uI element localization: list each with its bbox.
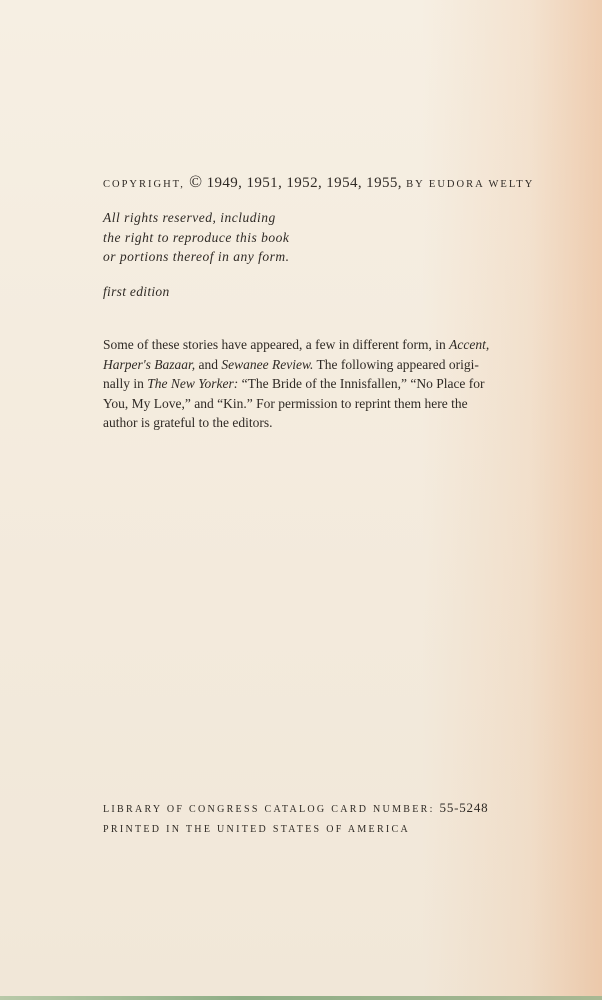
text-span: “The Bride of the Innisfallen,” “No Place for xyxy=(241,376,485,392)
publication-title: The New Yorker: xyxy=(147,376,239,392)
paragraph-line: author is grateful to the editors. xyxy=(103,415,273,431)
catalog-card-number xyxy=(103,800,488,816)
paragraph-line: You, My Love,” and “Kin.” For permission to reprint them here the xyxy=(103,395,468,411)
paragraph-line xyxy=(103,335,580,355)
rights-line: All rights reserved, including xyxy=(103,210,276,225)
copyright-author: BY EUDORA WELTY xyxy=(406,179,535,190)
rights-line: the right to reproduce this book xyxy=(103,229,290,245)
rights-line: or portions thereof in any form. xyxy=(103,249,290,264)
text-span: and xyxy=(198,356,219,372)
printed-in-line: PRINTED IN THE UNITED STATES OF AMERICA xyxy=(103,824,411,835)
publication-title: Sewanee Review. xyxy=(221,356,314,372)
copyright-line xyxy=(103,172,583,192)
catalog-number: 55-5248 xyxy=(439,800,489,815)
copyright-symbol: © xyxy=(189,172,203,191)
catalog-label: LIBRARY OF CONGRESS CATALOG CARD NUMBER: xyxy=(103,804,435,815)
page-bottom-edge xyxy=(0,996,602,1000)
text-span: The following appeared origi- xyxy=(316,356,479,372)
publication-title: Accent, xyxy=(449,337,490,352)
copyright-label: COPYRIGHT, xyxy=(103,179,185,190)
text-span: nally in xyxy=(103,376,144,392)
publication-title: Harper's Bazaar, xyxy=(103,356,196,372)
acknowledgment-paragraph xyxy=(103,335,580,433)
rights-reserved xyxy=(103,208,403,267)
edition-label: first edition xyxy=(103,284,170,299)
text-span: Some of these stories have appeared, a few in different form, in xyxy=(103,337,446,352)
paragraph-line xyxy=(103,355,580,375)
paragraph-line xyxy=(103,374,580,394)
copyright-years: 1949, 1951, 1952, 1954, 1955, xyxy=(206,175,402,191)
